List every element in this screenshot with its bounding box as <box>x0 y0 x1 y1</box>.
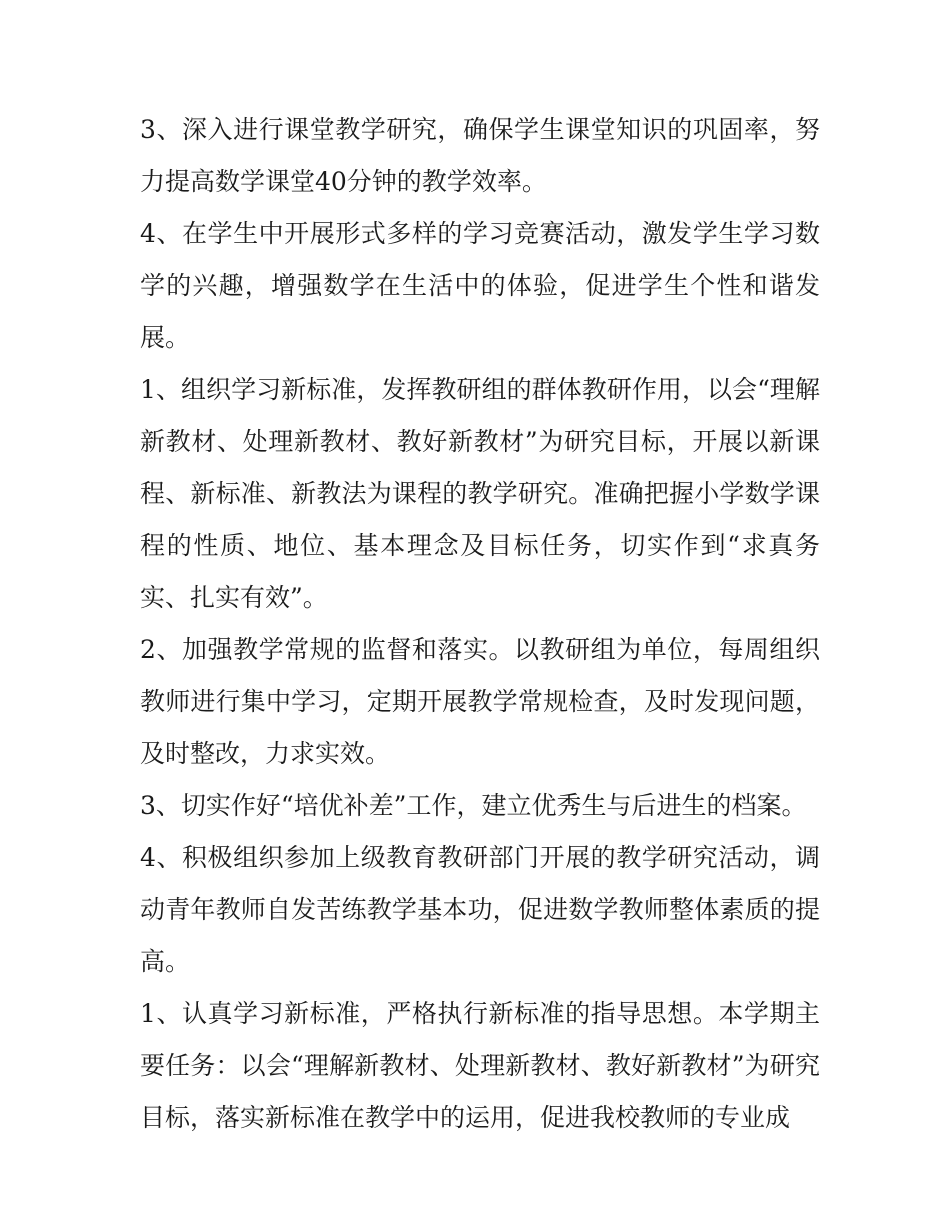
paragraph-tutoring-work: 3、切实作好“培优补差”工作，建立优秀生与后进生的档案。 <box>140 791 807 820</box>
paragraph-new-standards-study: 1、组织学习新标准，发挥教研组的群体教研作用，以会“理解新教材、处理新教材、教好新教材”为研究目标，开展以新课程、新标准、新教法为课程的教学研究。准确把握小学数学课程的性质、地位、基本理念及目标任务，切实作到“求真务实、扎实有效”。 <box>140 375 820 612</box>
paragraph-research-activities: 4、积极组织参加上级教育教研部门开展的教学研究活动，调动青年教师自发苦练教学基本功，促进数学教师整体素质的提高。 <box>140 843 820 976</box>
paragraph-standards-implementation: 1、认真学习新标准，严格执行新标准的指导思想。本学期主要任务：以会“理解新教材、处理新教材、教好新教材”为研究目标，落实新标准在教学中的运用，促进我校教师的专业成 <box>140 999 820 1132</box>
paragraph-teaching-routine: 2、加强教学常规的监督和落实。以教研组为单位，每周组织教师进行集中学习，定期开展教学常规检查，及时发现问题，及时整改，力求实效。 <box>140 635 820 768</box>
document-body <box>140 104 820 1144</box>
paragraph-classroom-research: 3、深入进行课堂教学研究，确保学生课堂知识的巩固率，努力提高数学课堂40分钟的教学效率。 <box>140 115 820 196</box>
paragraph-learning-competitions: 4、在学生中开展形式多样的学习竞赛活动，激发学生学习数学的兴趣，增强数学在生活中的体验，促进学生个性和谐发展。 <box>140 219 820 352</box>
